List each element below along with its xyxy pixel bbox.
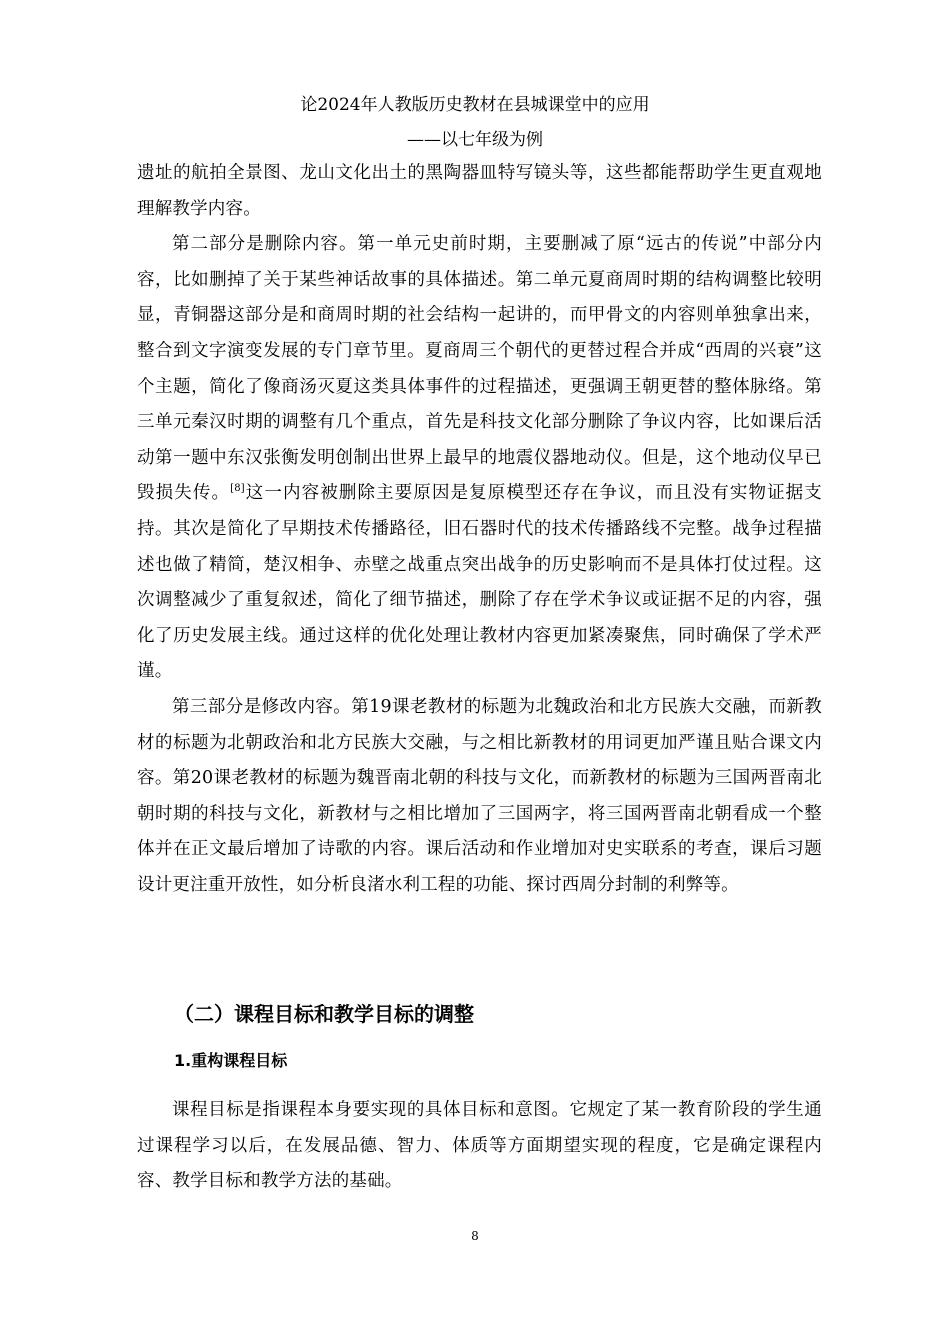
paragraph-continuation: 遗址的航拍全景图、龙山文化出土的黑陶器皿特写镜头等，这些都能帮助学生更直观地理解教学内容。	[137, 163, 822, 219]
body-text-block-2	[137, 1093, 822, 1200]
running-header-subtitle: ——以七年级为例	[407, 130, 543, 150]
paragraph-deletions-part-a: 第二部分是删除内容。第一单元史前时期，主要删减了原“远古的传说”中部分内容，比如删掉了关于某些神话故事的具体描述。第二单元夏商周时期的结构调整比较明显，青铜器这部分是和商周时期的社会结构一起讲的，而甲骨文的内容则单独拿出来，整合到文字演变发展的专门章节里。夏商周三个朝代的更替过程合并成“西周的兴衰”这个主题，简化了像商汤灭夏这类具体事件的过程描述，更强调王朝更替的整体脉络。第三单元秦汉时期的调整有几个重点，首先是科技文化部分删除了争议内容，比如课后活动第一题中东汉张衡发明创制出世界上最早的地震仪器地动仪。但是，这个地动仪早已毁损失传。	[137, 234, 822, 504]
running-header-title: 论2024年人教版历史教材在县城课堂中的应用	[300, 95, 650, 115]
paragraph-curriculum-goals: 课程目标是指课程本身要实现的具体目标和意图。它规定了某一教育阶段的学生通过课程学习以后，在发展品德、智力、体质等方面期望实现的程度，它是确定课程内容、教学目标和教学方法的基础。	[137, 1100, 822, 1192]
paragraph-modifications: 第三部分是修改内容。第19课老教材的标题为北魏政治和北方民族大交融，而新教材的标题为北朝政治和北方民族大交融，与之相比新教材的用词更加严谨且贴合课文内容。第20课老教材的标题为魏晋南北朝的科技与文化，而新教材的标题为三国两晋南北朝时期的科技与文化，新教材与之相比增加了三国两字，将三国两晋南北朝看成一个整体并在正文最后增加了诗歌的内容。课后活动和作业增加对史实联系的考查，课后习题设计更注重开放性，如分析良渚水利工程的功能、探讨西周分封制的利弊等。	[137, 696, 822, 895]
section-heading: （二）课程目标和教学目标的调整	[174, 1002, 474, 1026]
citation-ref: [8]	[230, 483, 245, 495]
paragraph-deletions-part-b: 这一内容被删除主要原因是复原模型还存在争议，而且没有实物证据支持。其次是简化了早期技术传播路径，旧石器时代的技术传播路线不完整。战争过程描述也做了精简，楚汉相争、赤壁之战重点突出战争的历史影响而不是具体打仗过程。这次调整减少了重复叙述，简化了细节描述，删除了存在学术争议或证据不足的内容，强化了历史发展主线。通过这样的优化处理让教材内容更加紧凑聚焦，同时确保了学术严谨。	[137, 483, 823, 682]
paragraph-deletions	[137, 227, 822, 690]
body-text-block	[137, 156, 822, 903]
subsection-heading: 1.重构课程目标	[174, 1051, 288, 1070]
page-number: 8	[471, 1229, 479, 1243]
